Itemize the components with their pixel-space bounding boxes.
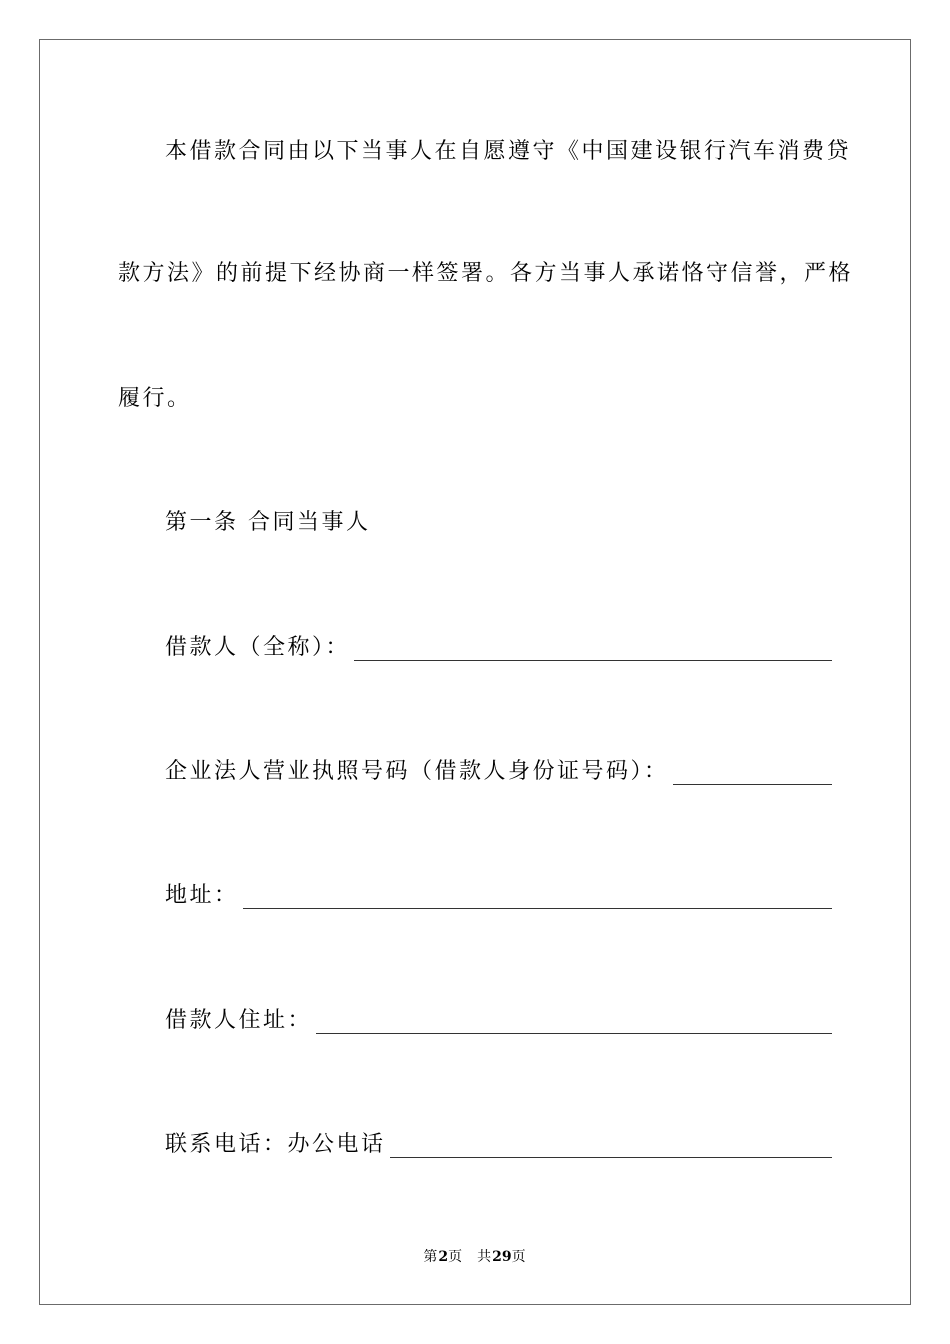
office-phone-field[interactable] <box>165 1130 832 1160</box>
field-label: 借款人住址： <box>165 1008 313 1033</box>
field-label: 联系电话：办公电话 <box>165 1132 386 1157</box>
page-suffix: 页 <box>448 1249 464 1265</box>
intro-line-2: 款方法》的前提下经协商一样签署。各方当事人承诺恪守信誉，严格 <box>118 261 854 286</box>
blank-line[interactable] <box>243 886 832 909</box>
page-frame <box>39 39 911 1305</box>
residence-field[interactable] <box>165 1006 832 1036</box>
total-pages: 29 <box>492 1249 512 1265</box>
page-footer <box>0 1247 950 1267</box>
blank-line[interactable] <box>316 1011 832 1034</box>
field-label: 借款人（全称）： <box>165 635 351 660</box>
total-suffix: 页 <box>511 1249 527 1265</box>
license-number-field[interactable] <box>165 757 832 787</box>
page-number: 2 <box>438 1249 449 1265</box>
intro-line-3: 履行。 <box>118 386 192 411</box>
blank-line[interactable] <box>673 762 832 785</box>
borrower-name-field[interactable] <box>165 633 832 663</box>
section-title: 第一条 合同当事人 <box>165 510 371 535</box>
blank-line[interactable] <box>354 638 832 661</box>
field-label: 地址： <box>165 883 239 908</box>
field-label: 企业法人营业执照号码（借款人身份证号码）： <box>165 759 669 784</box>
blank-line[interactable] <box>390 1135 832 1158</box>
address-field[interactable] <box>165 881 832 911</box>
page-prefix: 第 <box>423 1249 439 1265</box>
intro-line-1: 本借款合同由以下当事人在自愿遵守《中国建设银行汽车消费贷 <box>165 139 852 164</box>
total-prefix: 共 <box>477 1249 493 1265</box>
